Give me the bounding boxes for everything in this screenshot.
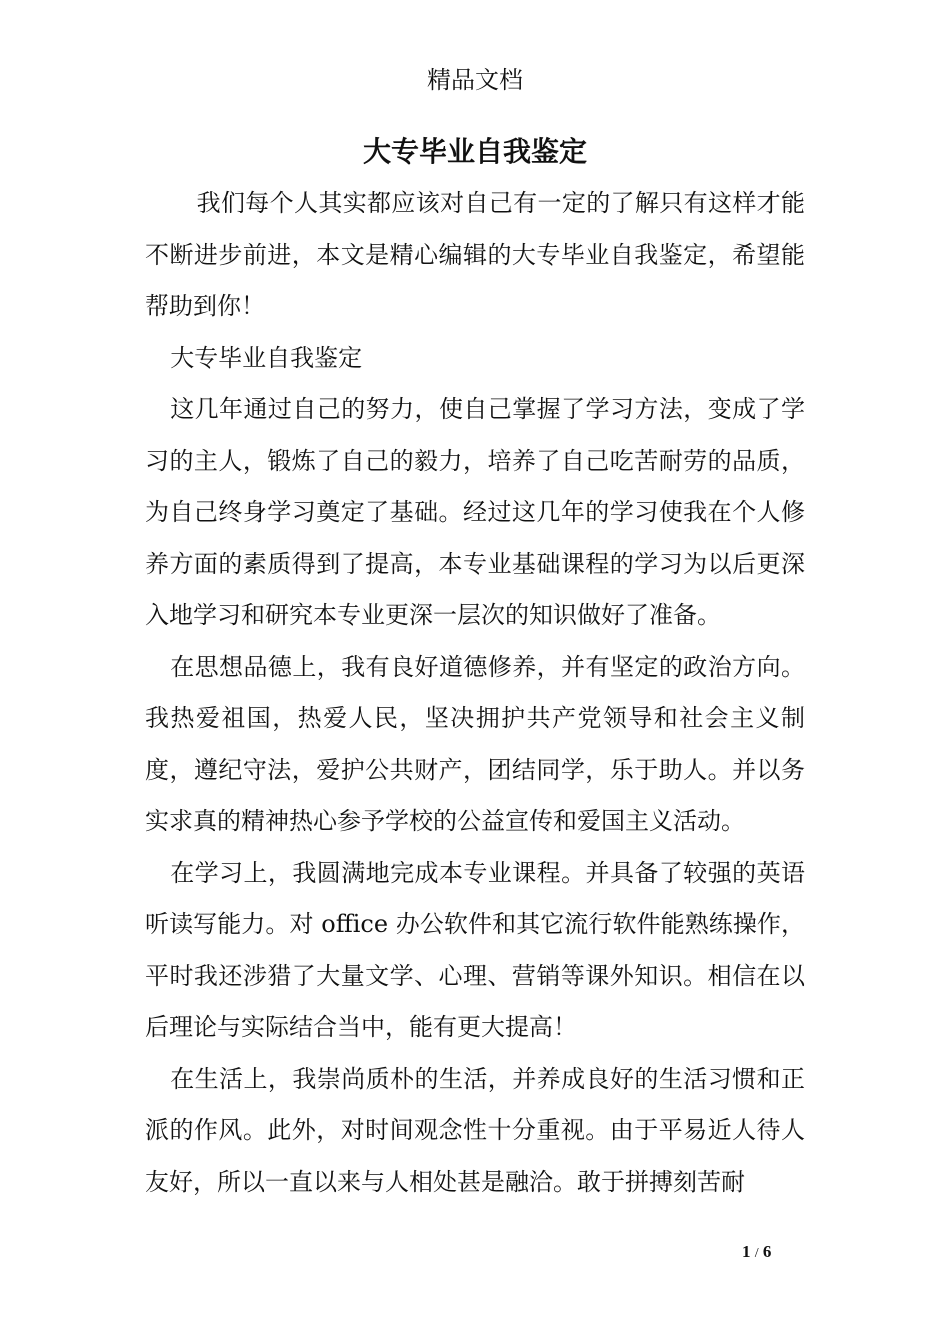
- body-paragraph: 在学习上，我圆满地完成本专业课程。并具备了较强的英语听读写能力。对 office 办公软件和其它流行软件能熟练操作，平时我还涉猎了大量文学、心理、营销等课外知识。相信在以后理论与实际结合当中，能有更大提高！: [145, 858, 805, 1041]
- page-separator: /: [754, 1246, 759, 1261]
- document-body: [145, 178, 805, 1208]
- body-paragraph: 在生活上，我崇尚质朴的生活，并养成良好的生活习惯和正派的作风。此外，对时间观念性十分重视。由于平易近人待人友好，所以一直以来与人相处甚是融洽。敢于拼搏刻苦耐: [145, 1064, 805, 1196]
- page-header: 精品文档: [427, 66, 523, 94]
- document-title: 大专毕业自我鉴定: [362, 135, 587, 168]
- body-paragraph: 在思想品德上，我有良好道德修养，并有坚定的政治方向。我热爱祖国，热爱人民，坚决拥护共产党领导和社会主义制度，遵纪守法，爱护公共财产，团结同学，乐于助人。并以务实求真的精神热心参予学校的公益宣传和爱国主义活动。: [145, 652, 805, 835]
- body-paragraph: 这几年通过自己的努力，使自己掌握了学习方法，变成了学习的主人，锻炼了自己的毅力，培养了自己吃苦耐劳的品质，为自己终身学习奠定了基础。经过这几年的学习使我在个人修养方面的素质得到了提高，本专业基础课程的学习为以后更深入地学习和研究本专业更深一层次的知识做好了准备。: [145, 395, 805, 629]
- total-pages: 6: [762, 1242, 772, 1261]
- page-number: [742, 1240, 771, 1266]
- current-page: 1: [742, 1242, 751, 1261]
- section-heading: 大专毕业自我鉴定: [170, 343, 363, 372]
- intro-paragraph: 我们每个人其实都应该对自己有一定的了解只有这样才能不断进步前进，本文是精心编辑的大专毕业自我鉴定，希望能帮助到你！: [145, 189, 805, 320]
